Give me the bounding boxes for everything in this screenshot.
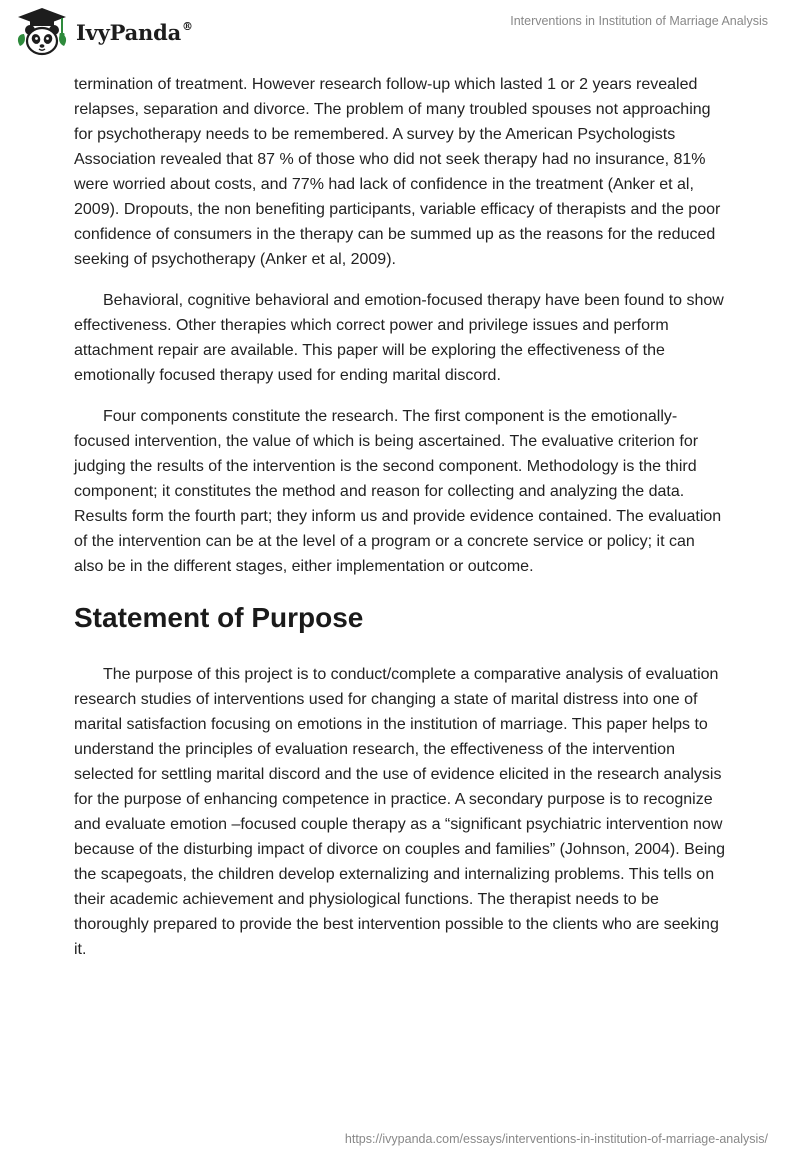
ivypanda-logo[interactable] bbox=[14, 6, 193, 58]
panda-graduate-icon bbox=[14, 6, 70, 58]
section-heading: Statement of Purpose bbox=[74, 602, 364, 633]
source-url[interactable]: https://ivypanda.com/essays/interventions-in-institution-of-marriage-analysis/ bbox=[344, 1132, 768, 1146]
document-title: Interventions in Institution of Marriage Analysis bbox=[510, 14, 768, 28]
page-header bbox=[0, 0, 800, 70]
paragraph-2: Behavioral, cognitive behavioral and emotion-focused therapy have been found to show effectiveness. Other therapies which correct power and privilege issues and perform attachment repair are available. This paper will be exploring the effectiveness of the emotionally focused therapy used for ending marital discord. bbox=[74, 292, 724, 384]
paragraph-1: termination of treatment. However research follow-up which lasted 1 or 2 years revealed relapses, separation and divorce. The problem of many troubled spouses not approaching for psychotherapy needs to be remembered. A survey by the American Psychologists Association revealed that 87 % of those who did not seek therapy had no insurance, 81% were worried about costs, and 77% had lack of confidence in the treatment (Anker et al, 2009). Dropouts, the non benefiting participants, variable efficacy of therapists and the poor confidence of consumers in the therapy can be summed up as the reasons for the reduced seeking of psychotherapy (Anker et al, 2009). bbox=[74, 76, 721, 268]
registered-mark: ® bbox=[182, 19, 193, 33]
paragraph-3: Four components constitute the research. The first component is the emotionally-focused intervention, the value of which is being ascertained. The evaluative criterion for judging the results of the intervention is the second component. Methodology is the third component; it constitutes the method and reason for collecting and analyzing the data. Results form the fourth part; they inform us and provide evidence contained. The evaluation of the intervention can be at the level of a program or a concrete service or policy; it can also be in the different stages, either implementation or outcome. bbox=[74, 408, 722, 575]
paragraph-4: The purpose of this project is to conduct/complete a comparative analysis of evaluation research studies of interventions used for changing a state of marital distress into one of marital satisfaction focusing on emotions in the institution of marriage. This paper helps to understand the principles of evaluation research, the effectiveness of the intervention selected for settling marital discord and the use of evidence elicited in the research analysis for the purpose of enhancing competence in practice. A secondary purpose is to recognize and evaluate emotion –focused couple therapy as a “significant psychiatric intervention now because of the disturbing impact of divorce on couples and families” (Johnson, 2004). Being the scapegoats, the children develop externalizing and internalizing problems. This tells on their academic achievement and physiological functions. The therapist needs to be thoroughly prepared to provide the best intervention possible to the clients who are seeking it. bbox=[74, 666, 726, 958]
essay-content bbox=[74, 72, 726, 978]
logo-wordmark: IvyPanda® bbox=[76, 19, 193, 45]
